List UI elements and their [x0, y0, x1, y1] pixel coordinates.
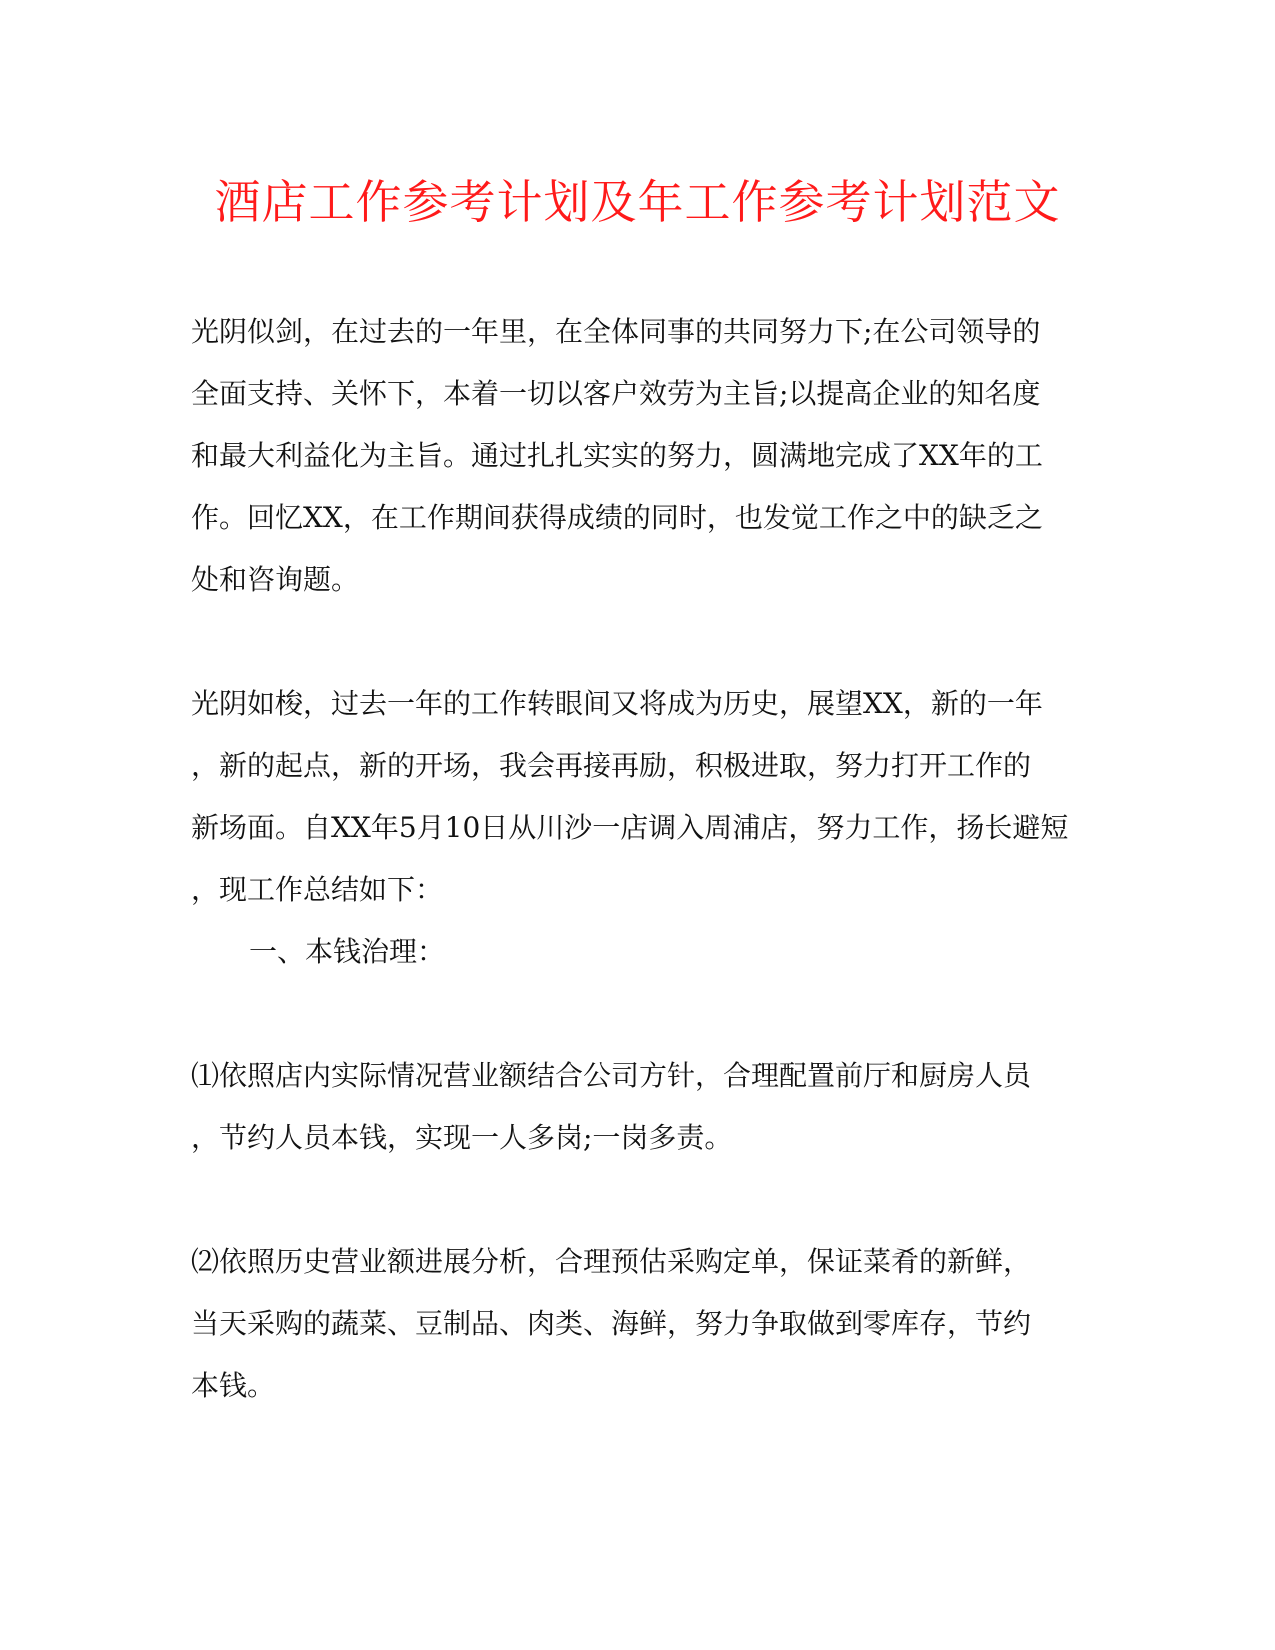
- item-1-line-2: ，节约人员本钱，实现一人多岗;一岗多责。: [191, 1121, 733, 1154]
- item-2-line-1: ⑵依照历史营业额进展分析，合理预估采购定单，保证菜肴的新鲜，: [191, 1245, 1032, 1278]
- paragraph-1-line-2: 全面支持、关怀下，本着一切以客户效劳为主旨;以提高企业的知名度: [191, 377, 1041, 410]
- item-2-line-3: 本钱。: [191, 1369, 276, 1402]
- paragraph-1-line-3: 和最大利益化为主旨。通过扎扎实实的努力，圆满地完成了XX年的工: [191, 439, 1043, 472]
- section-heading-cost-management: 一、本钱治理：: [249, 935, 446, 968]
- paragraph-1-line-5: 处和咨询题。: [191, 563, 360, 596]
- item-1-line-1: ⑴依照店内实际情况营业额结合公司方针，合理配置前厅和厨房人员: [191, 1059, 1032, 1092]
- item-2-line-2: 当天采购的蔬菜、豆制品、肉类、海鲜，努力争取做到零库存，节约: [191, 1307, 1032, 1340]
- paragraph-2-line-4: ，现工作总结如下：: [191, 873, 444, 906]
- paragraph-1-line-4: 作。回忆XX，在工作期间获得成绩的同时，也发觉工作之中的缺乏之: [191, 501, 1043, 534]
- paragraph-1-line-1: 光阴似剑，在过去的一年里，在全体同事的共同努力下;在公司领导的: [191, 315, 1041, 348]
- paragraph-2-line-1: 光阴如梭，过去一年的工作转眼间又将成为历史，展望XX，新的一年: [191, 687, 1043, 720]
- paragraph-2-line-2: ，新的起点，新的开场，我会再接再励，积极进取，努力打开工作的: [191, 749, 1032, 782]
- paragraph-2-line-3: 新场面。自XX年5月10日从川沙一店调入周浦店，努力工作，扬长避短: [191, 811, 1069, 844]
- document-title: 酒店工作参考计划及年工作参考计划范文: [214, 175, 1061, 229]
